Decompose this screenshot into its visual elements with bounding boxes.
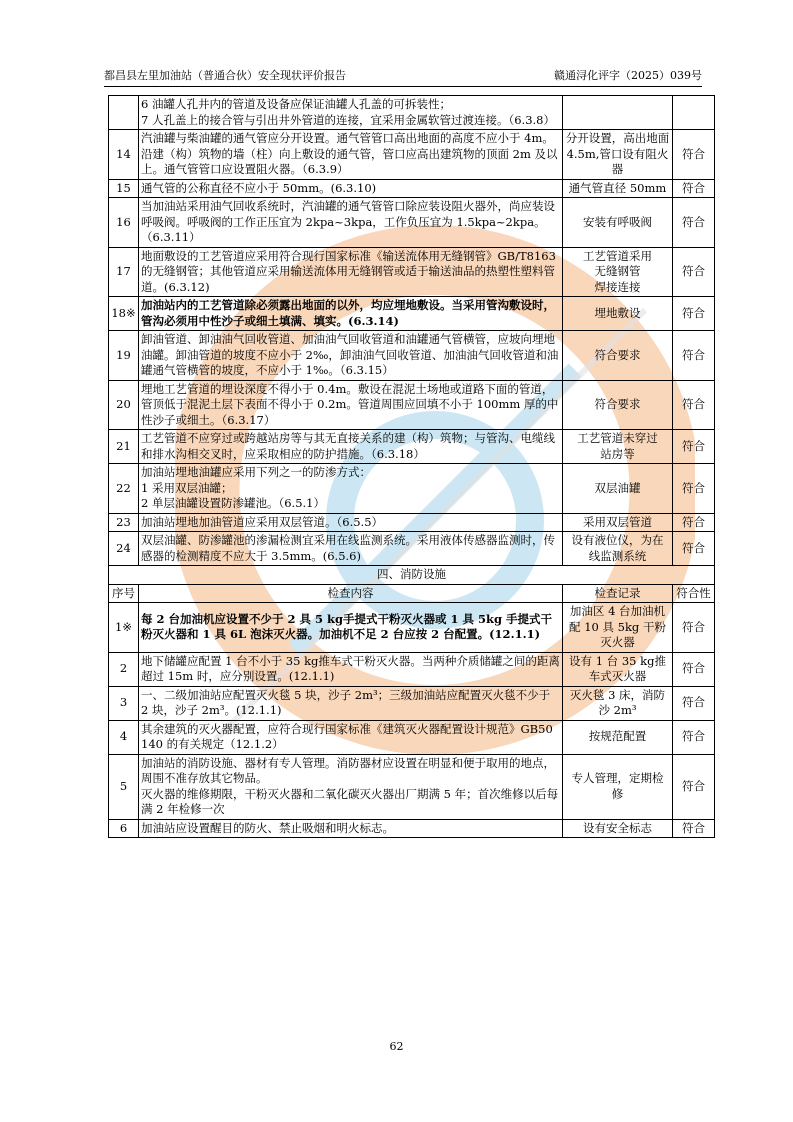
row-result: 符合 xyxy=(673,686,715,720)
row-result: 符合 xyxy=(673,464,715,514)
row-record: 设有 1 台 35 kg推 车式灭火器 xyxy=(563,652,673,686)
row-record xyxy=(563,96,673,130)
row-result: 符合 xyxy=(673,754,715,819)
row-number: 2 xyxy=(109,652,139,686)
row-result: 符合 xyxy=(673,331,715,381)
row-number: 23 xyxy=(109,513,139,532)
row-number: 24 xyxy=(109,532,139,566)
row-number: 3 xyxy=(109,686,139,720)
table-row xyxy=(109,819,715,838)
row-number: 16 xyxy=(109,198,139,248)
row-record: 安装有呼吸阀 xyxy=(563,198,673,248)
section-title: 四、消防设施 xyxy=(109,566,715,585)
row-record: 符合要求 xyxy=(563,331,673,381)
row-record: 双层油罐 xyxy=(563,464,673,514)
col-header-result: 符合性 xyxy=(673,584,715,603)
row-content: 双层油罐、防渗罐池的渗漏检测宜采用在线监测系统。采用液体传感器监测时，传感器的检测精度不应大于 3.5mm。(6.5.6) xyxy=(139,532,563,566)
row-number: 1※ xyxy=(109,603,139,653)
row-number: 21 xyxy=(109,430,139,464)
row-number xyxy=(109,96,139,130)
inspection-table xyxy=(108,95,715,838)
table-row xyxy=(109,720,715,754)
table-row xyxy=(109,686,715,720)
row-content: 加油站内的工艺管道除必须露出地面的以外，均应埋地敷设。当采用管沟敷设时，管沟必须用中性沙子或细土填满、填实。(6.3.14) xyxy=(139,297,563,331)
row-result: 符合 xyxy=(673,720,715,754)
row-result: 符合 xyxy=(673,513,715,532)
row-number: 15 xyxy=(109,179,139,198)
row-content: 埋地工艺管道的埋设深度不得小于 0.4m。敷设在混泥土场地或道路下面的管道，管顶低于混泥土层下表面不得小于 0.2m。管道周围应回填不小于 100mm 厚的中性沙子或细土。（6.3.17） xyxy=(139,380,563,430)
row-content: 其余建筑的灭火器配置，应符合现行国家标准《建筑灭火器配置设计规范》GB50140 的有关规定（12.1.2） xyxy=(139,720,563,754)
row-record: 埋地敷设 xyxy=(563,297,673,331)
row-result: 符合 xyxy=(673,819,715,838)
row-content: 加油站应设置醒目的防火、禁止吸烟和明火标志。 xyxy=(139,819,563,838)
row-record: 加油区 4 台加油机配 10 具 5kg 干粉灭火器 xyxy=(563,603,673,653)
table-row xyxy=(109,179,715,198)
col-header-content: 检查内容 xyxy=(139,584,563,603)
table-row xyxy=(109,464,715,514)
row-record: 采用双层管道 xyxy=(563,513,673,532)
table-row xyxy=(109,513,715,532)
row-result: 符合 xyxy=(673,603,715,653)
row-content: 工艺管道不应穿过或跨越站房等与其无直接关系的建（构）筑物；与管沟、电缆线和排水沟相交叉时，应采取相应的防护措施。（6.3.18） xyxy=(139,430,563,464)
page-header xyxy=(104,68,702,87)
row-record: 通气管直径 50mm xyxy=(563,179,673,198)
row-record: 工艺管道未穿过 站房等 xyxy=(563,430,673,464)
row-number: 14 xyxy=(109,130,139,180)
row-number: 20 xyxy=(109,380,139,430)
table-row xyxy=(109,430,715,464)
row-content: 卸油管道、卸油油气回收管道、加油油气回收管道和油罐通气管横管，应坡向埋地油罐。卸油管道的坡度不应小于 2‰，卸油油气回收管道、加油油气回收管道和油罐通气管横管的坡度，不应小于 1‰。（6.3.15） xyxy=(139,331,563,381)
row-record: 设有安全标志 xyxy=(563,819,673,838)
col-header-record: 检查记录 xyxy=(563,584,673,603)
row-result: 符合 xyxy=(673,130,715,180)
row-content: 汽油罐与柴油罐的通气管应分开设置。通气管管口高出地面的高度不应小于 4m。沿建（构）筑物的墙（柱）向上敷设的通气管，管口应高出建筑物的顶面 2m 及以上。通气管管口应设置阻火器。（6.3.9） xyxy=(139,130,563,180)
row-record: 设有液位仪，为在 线监测系统 xyxy=(563,532,673,566)
table-row xyxy=(109,130,715,180)
row-content: 加油站埋地油罐应采用下列之一的防渗方式： 1 采用双层油罐； 2 单层油罐设置防渗罐池。（6.5.1） xyxy=(139,464,563,514)
row-number: 18※ xyxy=(109,297,139,331)
row-content: 地下储罐应配置 1 台不小于 35 kg推车式干粉灭火器。当两种介质储罐之间的距离超过 15m 时，应分别设置。(12.1.1) xyxy=(139,652,563,686)
table-row xyxy=(109,198,715,248)
row-record: 按规范配置 xyxy=(563,720,673,754)
table-row xyxy=(109,652,715,686)
row-content: 每 2 台加油机应设置不少于 2 具 5 kg手提式干粉灭火器或 1 具 5kg 手提式干粉灭火器和 1 具 6L 泡沫灭火器。加油机不足 2 台应按 2 台配置。(12.1.1) xyxy=(139,603,563,653)
row-result: 符合 xyxy=(673,380,715,430)
table-row xyxy=(109,96,715,130)
row-number: 19 xyxy=(109,331,139,381)
column-header-row xyxy=(109,584,715,603)
row-number: 5 xyxy=(109,754,139,819)
row-content: 当加油站采用油气回收系统时，汽油罐的通气管管口除应装设阻火器外，尚应装设呼吸阀。呼吸阀的工作正压宜为 2kpa~3kpa，工作负压宜为 1.5kpa~2kpa。（6.3.11） xyxy=(139,198,563,248)
row-number: 6 xyxy=(109,819,139,838)
table-row xyxy=(109,297,715,331)
row-result: 符合 xyxy=(673,297,715,331)
row-result: 符合 xyxy=(673,179,715,198)
table-row xyxy=(109,247,715,297)
table-row xyxy=(109,754,715,819)
row-content: 加油站埋地加油管道应采用双层管道。（6.5.5） xyxy=(139,513,563,532)
row-number: 4 xyxy=(109,720,139,754)
row-content: 通气管的公称直径不应小于 50mm。(6.3.10) xyxy=(139,179,563,198)
row-result xyxy=(673,96,715,130)
row-result: 符合 xyxy=(673,532,715,566)
row-result: 符合 xyxy=(673,430,715,464)
row-number: 17 xyxy=(109,247,139,297)
section-row xyxy=(109,566,715,585)
header-report-title: 都昌县左里加油站（普通合伙）安全现状评价报告 xyxy=(104,69,346,82)
table-row xyxy=(109,331,715,381)
row-result: 符合 xyxy=(673,198,715,248)
row-content: 加油站的消防设施、器材有专人管理。消防器材应设置在明显和便于取用的地点，周围不准存放其它物品。 灭火器的维修期限，干粉灭火器和二氧化碳灭火器出厂期满 5 年；首次维修以后每满 2 年检修一次 xyxy=(139,754,563,819)
row-content: 6 油罐人孔井内的管道及设备应保证油罐人孔盖的可拆装性； 7 人孔盖上的接合管与引出井外管道的连接，宜采用金属软管过渡连接。（6.3.8） xyxy=(139,96,563,130)
page-number: 62 xyxy=(389,1040,404,1053)
table-row xyxy=(109,603,715,653)
row-record: 工艺管道采用 无缝钢管 焊接连接 xyxy=(563,247,673,297)
header-report-number: 赣通浔化评字（2025）039号 xyxy=(554,69,702,82)
row-record: 分开设置，高出地面 4.5m,管口设有阻火器 xyxy=(563,130,673,180)
row-number: 22 xyxy=(109,464,139,514)
table-row xyxy=(109,532,715,566)
row-result: 符合 xyxy=(673,247,715,297)
row-content: 地面敷设的工艺管道应采用符合现行国家标准《输送流体用无缝钢管》GB/T8163 的无缝钢管；其他管道应采用输送流体用无缝钢管或适于输送油品的热塑性塑料管道。(6.3.12) xyxy=(139,247,563,297)
col-header-no: 序号 xyxy=(109,584,139,603)
table-row xyxy=(109,380,715,430)
row-record: 专人管理，定期检 修 xyxy=(563,754,673,819)
row-content: 一、二级加油站应配置灭火毯 5 块，沙子 2m³；三级加油站应配置灭火毯不少于 2 块，沙子 2m³。(12.1.1) xyxy=(139,686,563,720)
row-record: 符合要求 xyxy=(563,380,673,430)
row-result: 符合 xyxy=(673,652,715,686)
row-record: 灭火毯 3 床，消防 沙 2m³ xyxy=(563,686,673,720)
